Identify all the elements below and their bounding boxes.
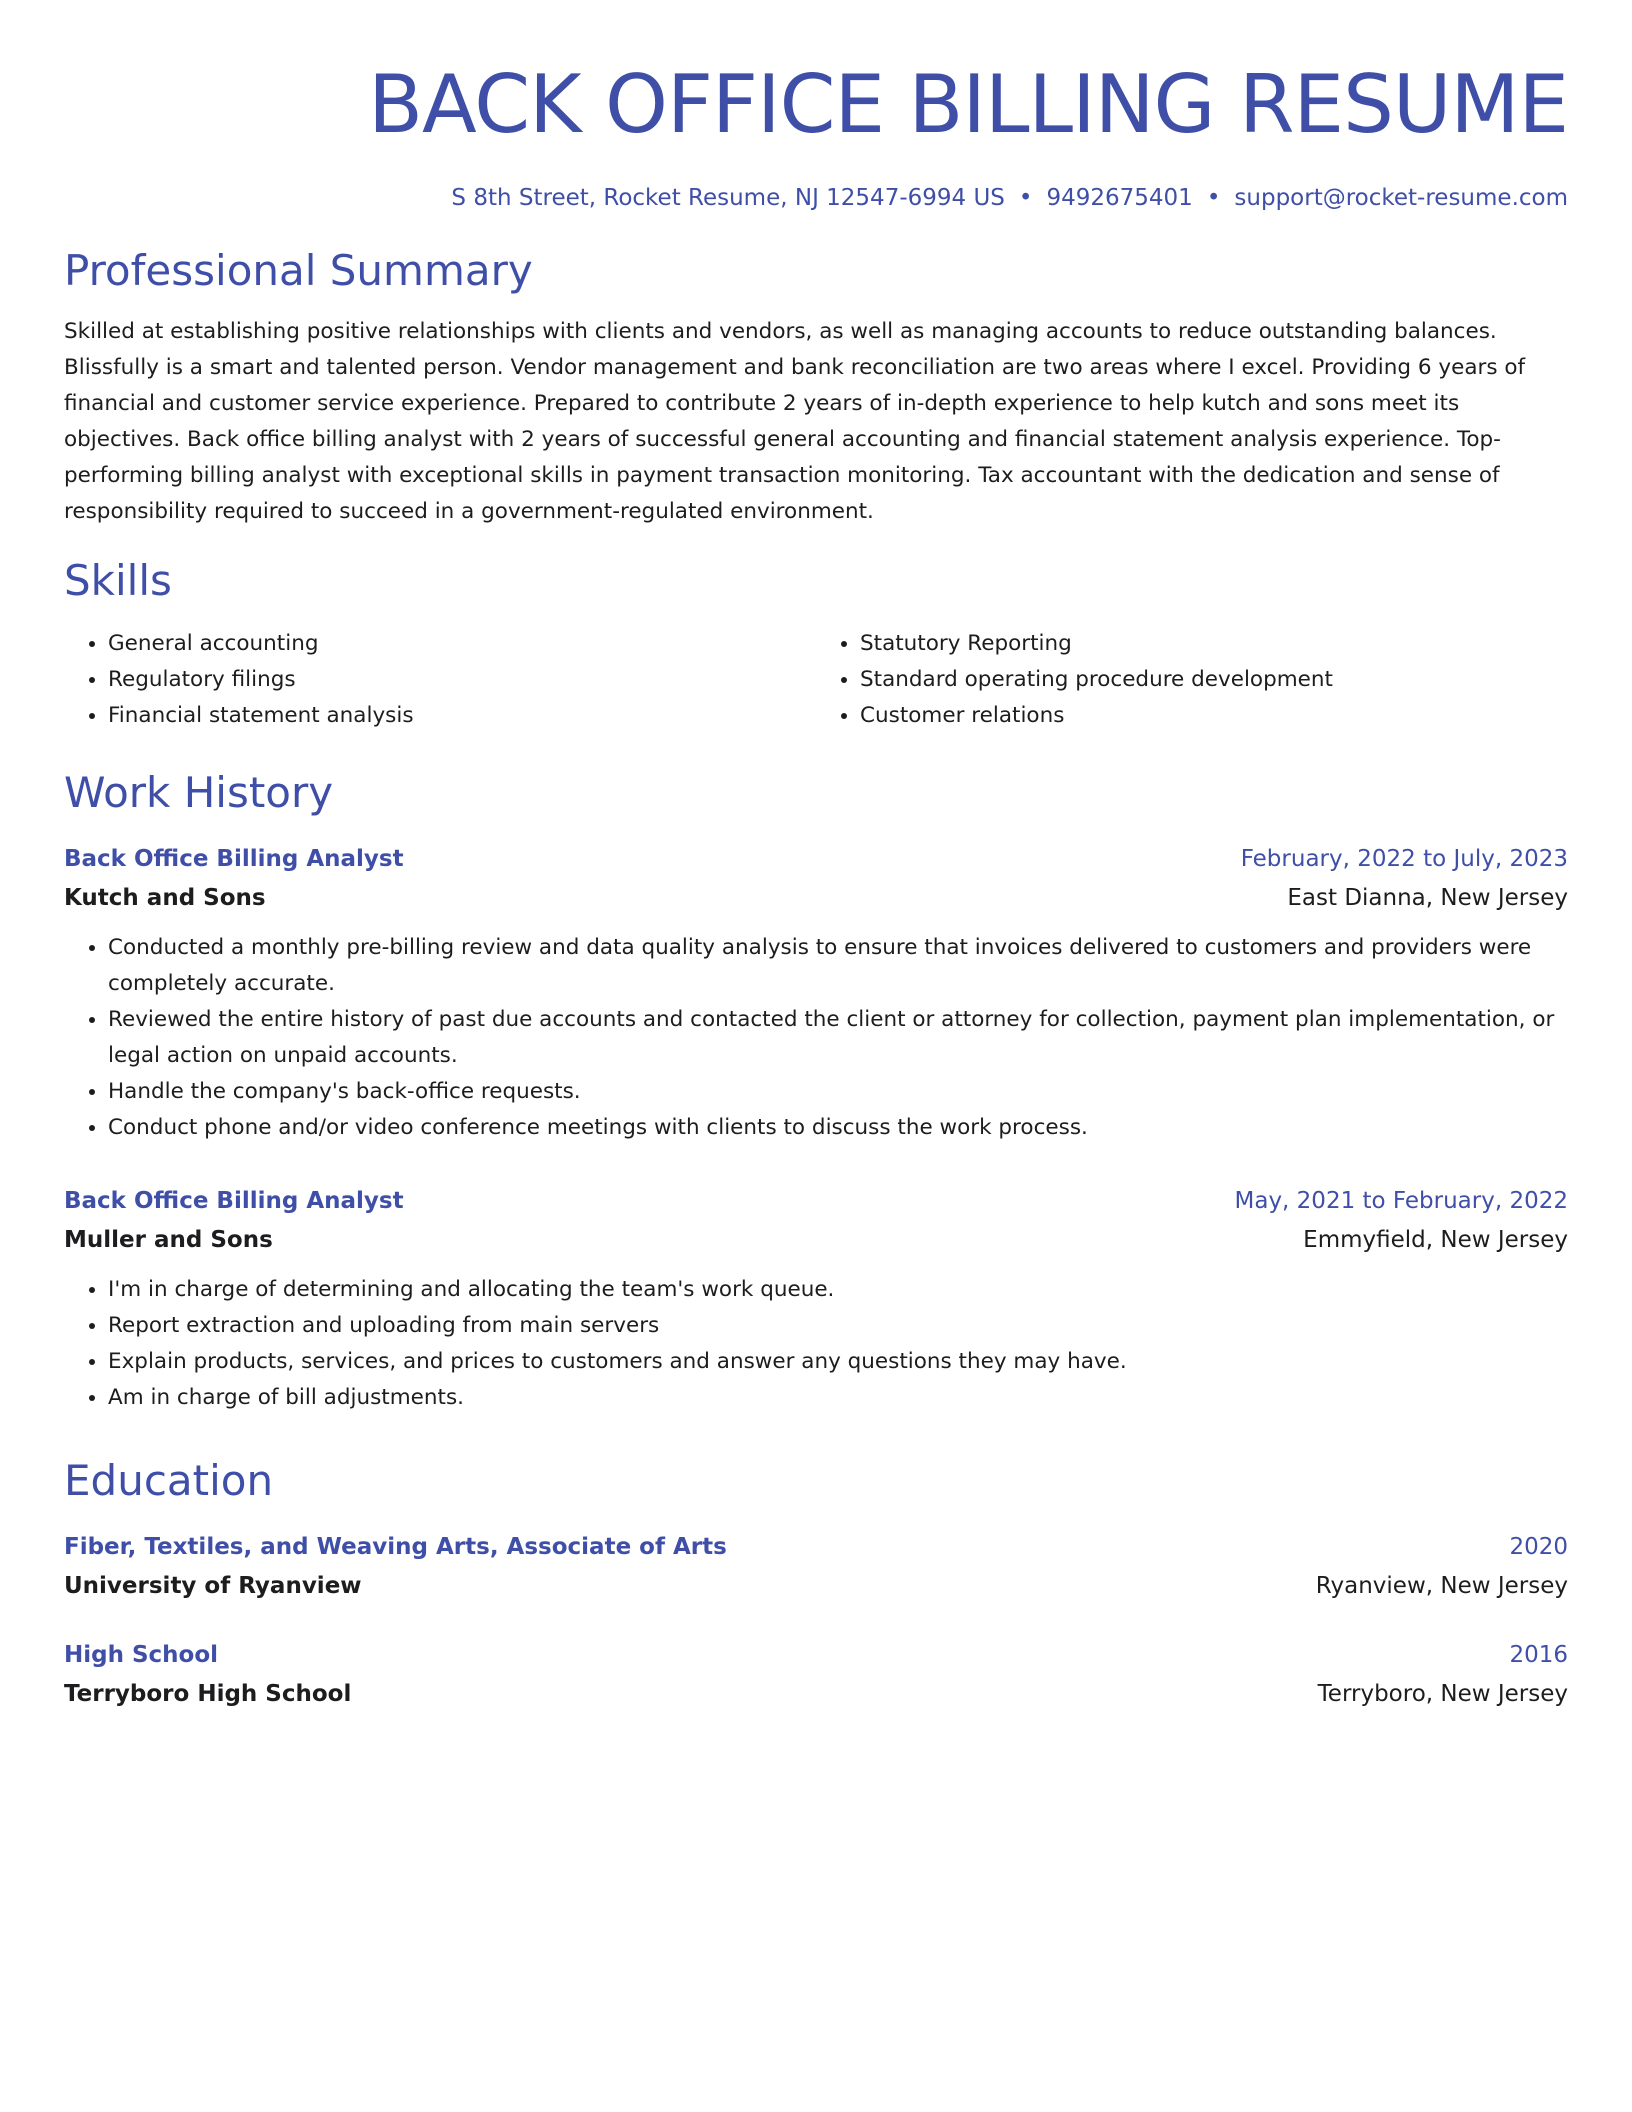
resume-header [64,50,1568,214]
skill-item: • Regulatory filings [108,662,816,698]
skill-item: • Customer relations [860,698,1568,734]
resume-title: BACK OFFICE BILLING RESUME [368,58,1568,151]
job-title-row [64,840,1568,878]
job-duty: • Conducted a monthly pre-billing review and data quality analysis to ensure that invoices delivered to customers and providers were completely accurate. [108,930,1568,1002]
education-location: Ryanview, New Jersey [1315,1573,1568,1599]
job-title-row [64,1182,1568,1220]
section-skills [64,552,1568,734]
job-dates: February, 2022 to July, 2023 [1240,846,1568,872]
job-duty: • Report extraction and uploading from main servers [108,1308,1568,1344]
job-dates: May, 2021 to February, 2022 [1234,1188,1568,1214]
job-company-row [64,878,1568,918]
summary-text: Skilled at establishing positive relationships with clients and vendors, as well as managing accounts to reduce outstanding balances. Blissfully is a smart and talented person. Vendor management and bank reconciliation are two areas where I excel. Providing 6 years of financial and customer service experience. Prepared to contribute 2 years of in-depth experience to help kutch and sons meet its objectives. Back office billing analyst with 2 years of successful general accounting and financial statement analysis experience. Top-performing billing analyst with exceptional skills in payment transaction monitoring. Tax accountant with the dedication and sense of responsibility required to succeed in a government-regulated environment. [64,319,1526,524]
skills-list-left [64,626,816,734]
contact-email[interactable]: support@rocket-resume.com [1234,185,1568,211]
job-role: Back Office Billing Analyst [64,1188,404,1214]
job-duty: • Reviewed the entire history of past due accounts and contacted the client or attorney for collection, payment plan implementation, or legal action on unpaid accounts. [108,1002,1568,1074]
education-school-row [64,1566,1568,1606]
job-location: Emmyfield, New Jersey [1303,1227,1568,1253]
job-duty: • Am in charge of bill adjustments. [108,1380,1568,1416]
section-heading: Skills [64,556,172,605]
skills-columns [64,626,1568,734]
section-heading: Professional Summary [64,246,533,295]
job-duty: • I'm in charge of determining and allocating the team's work queue. [108,1272,1568,1308]
job-duty: • Conduct phone and/or video conference meetings with clients to discuss the work process. [108,1110,1568,1146]
education-school-row [64,1674,1568,1714]
skill-item: • Statutory Reporting [860,626,1568,662]
job-duties-list [64,1272,1568,1416]
education-degree: Fiber, Textiles, and Weaving Arts, Associate of Arts [64,1534,727,1560]
contact-address: S 8th Street, Rocket Resume, NJ 12547-6994 US [451,185,1005,211]
job-role: Back Office Billing Analyst [64,846,404,872]
section-heading: Work History [64,768,334,817]
contact-separator: • [1206,185,1221,211]
education-year: 2020 [1509,1534,1568,1560]
education-entry [64,1528,1568,1606]
education-school: Terryboro High School [64,1681,352,1707]
section-heading: Education [64,1456,274,1505]
job-duty: • Explain products, services, and prices to customers and answer any questions they may have. [108,1344,1568,1380]
section-work-history [64,764,1568,1416]
education-location: Terryboro, New Jersey [1317,1681,1568,1707]
education-degree-row [64,1528,1568,1566]
skill-item: • Financial statement analysis [108,698,816,734]
job-entry [64,840,1568,1146]
job-duty: • Handle the company's back-office requests. [108,1074,1568,1110]
education-school: University of Ryanview [64,1573,362,1599]
education-year: 2016 [1509,1642,1568,1668]
education-entry [64,1636,1568,1714]
contact-separator: • [1018,185,1033,211]
skill-item: • Standard operating procedure development [860,662,1568,698]
section-education [64,1452,1568,1714]
skills-list-right [816,626,1568,734]
skill-item: • General accounting [108,626,816,662]
job-company: Muller and Sons [64,1227,273,1253]
job-entry [64,1182,1568,1416]
education-degree-row [64,1636,1568,1674]
job-duties-list [64,930,1568,1146]
contact-phone: 9492675401 [1046,185,1193,211]
job-location: East Dianna, New Jersey [1287,885,1568,911]
job-company: Kutch and Sons [64,885,266,911]
contact-line [64,182,1568,214]
education-degree: High School [64,1642,219,1668]
section-professional-summary [64,242,1568,530]
job-company-row [64,1220,1568,1260]
